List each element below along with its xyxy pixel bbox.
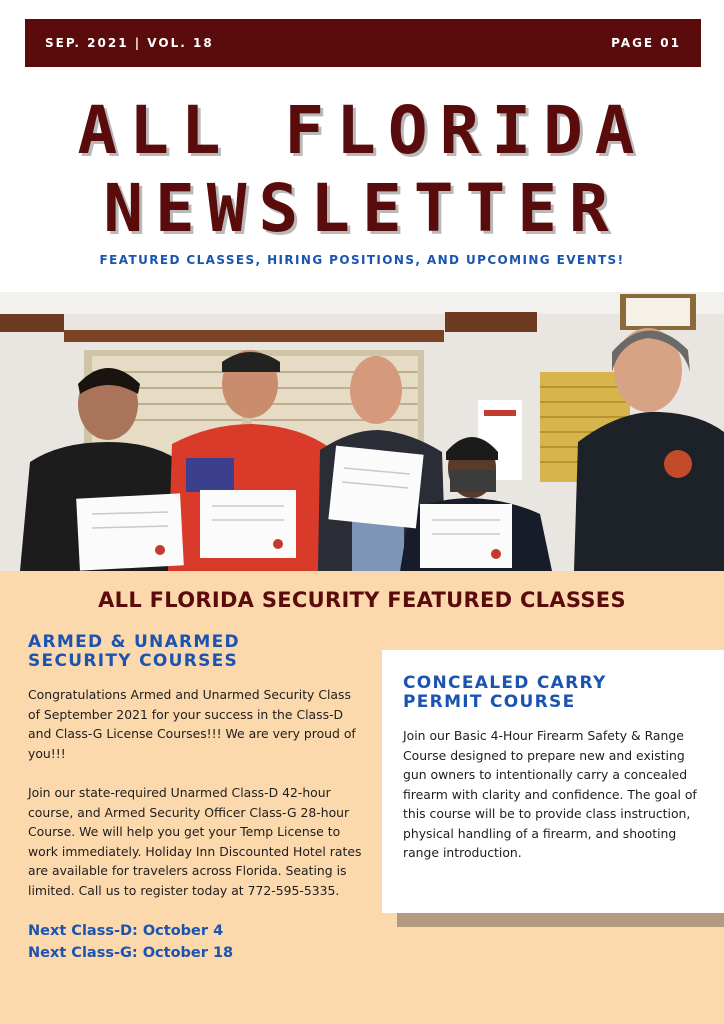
header-bar bbox=[25, 19, 701, 67]
security-courses-column bbox=[28, 633, 366, 964]
group-photo bbox=[0, 292, 724, 571]
course-info-paragraph: Join our state-required Unarmed Class-D 42-hour course, and Armed Security Officer Class-G 28-hour Course. We will help you get your Temp License to work immediately. Holiday Inn Discounted Hotel rates are available for travelers across Florida. Seating is limited. Call us to register today at 772-595-5335. bbox=[28, 785, 362, 898]
concealed-carry-heading-line1: CONCEALED CARRY bbox=[403, 673, 607, 693]
concealed-carry-card bbox=[382, 650, 724, 913]
newsletter-title-line2: NEWSLETTER bbox=[103, 170, 621, 247]
next-class-d: Next Class-D: October 4 bbox=[28, 923, 224, 940]
security-courses-heading-line1: ARMED & UNARMED bbox=[28, 632, 240, 652]
concealed-carry-heading bbox=[403, 674, 704, 711]
page-number: PAGE 01 bbox=[611, 36, 681, 50]
next-classes bbox=[28, 920, 366, 964]
security-courses-heading bbox=[28, 633, 366, 670]
group-photo-image bbox=[0, 292, 724, 571]
security-courses-heading-line2: SECURITY COURSES bbox=[28, 650, 239, 671]
congratulations-paragraph: Congratulations Armed and Unarmed Security Class of September 2021 for your success in the Class-D and Class-G License Courses!!! We are very proud of you!!! bbox=[28, 687, 356, 761]
concealed-carry-paragraph: Join our Basic 4-Hour Firearm Safety & Range Course designed to prepare new and existing gun owners to intentionally carry a concealed firearm with clarity and confidence. The goal of this course will be to provide class instruction, physical handling of a firearm, and shooting range introduction. bbox=[403, 728, 697, 861]
issue-label: SEP. 2021 | VOL. 18 bbox=[45, 36, 214, 50]
concealed-carry-heading-line2: PERMIT COURSE bbox=[403, 691, 576, 712]
next-class-g: Next Class-G: October 18 bbox=[28, 945, 234, 962]
newsletter-subtitle: FEATURED CLASSES, HIRING POSITIONS, AND UPCOMING EVENTS! bbox=[99, 253, 625, 267]
featured-classes-heading: ALL FLORIDA SECURITY FEATURED CLASSES bbox=[98, 588, 626, 612]
newsletter-title-line1: ALL FLORIDA bbox=[77, 92, 647, 169]
